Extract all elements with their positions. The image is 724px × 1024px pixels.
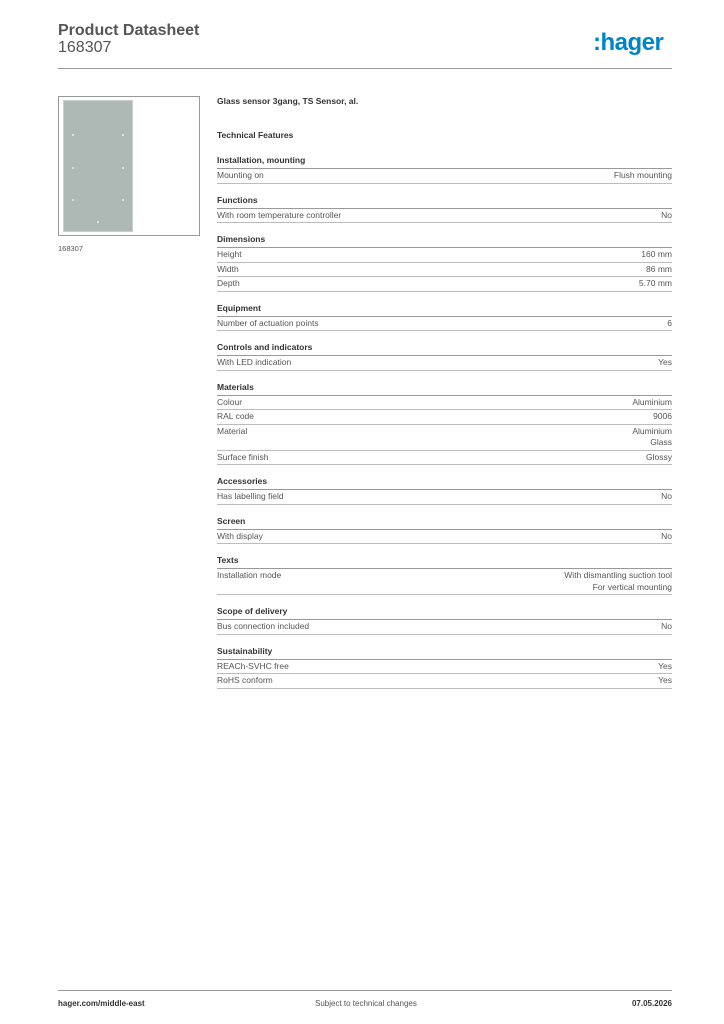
feature-value — [646, 452, 672, 464]
section-heading: Screen — [217, 516, 672, 530]
section-heading: Installation, mounting — [217, 155, 672, 169]
glass-sensor-image — [63, 100, 133, 232]
image-caption: 168307 — [58, 244, 84, 253]
section-heading: Controls and indicators — [217, 342, 672, 356]
feature-value — [658, 675, 672, 687]
feature-row — [217, 396, 672, 411]
feature-value — [564, 570, 672, 593]
feature-value-line: Flush mounting — [613, 170, 672, 180]
svg-text::hager: :hager — [593, 29, 664, 56]
section-heading: Scope of delivery — [217, 606, 672, 620]
feature-row — [217, 263, 672, 278]
feature-label: With LED indication — [217, 357, 292, 367]
feature-label: Height — [217, 249, 242, 259]
product-title: Glass sensor 3gang, TS Sensor, al. — [217, 96, 359, 106]
feature-label: Has labelling field — [217, 491, 284, 501]
feature-label: Depth — [217, 278, 240, 288]
feature-row — [217, 530, 672, 545]
feature-value-line: Yes — [658, 357, 672, 367]
feature-section — [217, 155, 672, 184]
feature-row — [217, 356, 672, 371]
feature-value-line: No — [661, 209, 672, 220]
feature-section — [217, 303, 672, 332]
technical-features-heading: Technical Features — [217, 130, 294, 140]
feature-value-line: Glass — [650, 437, 672, 447]
feature-value-line: No — [661, 621, 672, 631]
feature-value-line: For vertical mounting — [592, 581, 672, 592]
feature-section — [217, 195, 672, 224]
feature-value-line: 160 mm — [641, 249, 672, 259]
feature-section — [217, 555, 672, 595]
feature-value — [639, 278, 672, 290]
feature-sections — [217, 155, 672, 689]
header-divider — [58, 68, 672, 69]
feature-value — [653, 411, 672, 423]
feature-row — [217, 169, 672, 184]
feature-row — [217, 277, 672, 292]
feature-label: RAL code — [217, 411, 255, 421]
feature-value-line: Yes — [658, 675, 672, 685]
feature-value — [641, 249, 672, 261]
feature-section — [217, 234, 672, 292]
feature-value — [632, 426, 672, 449]
footer-notice: Subject to technical changes — [315, 999, 417, 1008]
feature-value — [658, 661, 672, 673]
feature-value — [632, 397, 672, 409]
feature-section — [217, 606, 672, 635]
feature-row — [217, 620, 672, 635]
feature-value-line: Yes — [658, 660, 672, 671]
feature-value-line: 9006 — [653, 411, 672, 421]
section-heading: Functions — [217, 195, 672, 209]
feature-row — [217, 451, 672, 466]
footer-divider — [58, 990, 672, 991]
feature-label: Colour — [217, 396, 243, 407]
feature-label: With display — [217, 530, 263, 541]
feature-value — [667, 318, 672, 330]
feature-value-line: Aluminium — [632, 396, 672, 407]
feature-section — [217, 646, 672, 689]
feature-value-line: 86 mm — [646, 263, 672, 274]
feature-value-line: Glossy — [646, 451, 672, 462]
product-code: 168307 — [58, 39, 112, 56]
datasheet-content — [217, 96, 672, 689]
feature-row — [217, 410, 672, 425]
feature-label: REACh-SVHC free — [217, 660, 289, 671]
feature-row — [217, 209, 672, 224]
feature-row — [217, 248, 672, 263]
feature-label: Installation mode — [217, 570, 282, 580]
feature-section — [217, 516, 672, 545]
feature-value-line: 6 — [667, 317, 672, 328]
feature-value — [661, 491, 672, 503]
feature-section — [217, 382, 672, 466]
feature-label: Width — [217, 263, 239, 274]
feature-row — [217, 425, 672, 451]
feature-value-line: Aluminium — [632, 425, 672, 436]
feature-row — [217, 660, 672, 675]
feature-label: Number of actuation points — [217, 317, 319, 328]
section-heading: Equipment — [217, 303, 672, 317]
footer-date: 07.05.2026 — [631, 999, 672, 1008]
feature-row — [217, 490, 672, 505]
feature-value-line: With dismantling suction tool — [564, 570, 672, 580]
feature-value — [614, 170, 672, 182]
feature-label: Surface finish — [217, 451, 269, 462]
feature-section — [217, 342, 672, 371]
feature-label: RoHS conform — [217, 675, 273, 685]
footer-website: hager.com/middle-east — [58, 999, 145, 1008]
product-image — [58, 96, 200, 236]
section-heading: Texts — [217, 555, 672, 569]
feature-label: Mounting on — [217, 170, 264, 180]
feature-value — [661, 621, 672, 633]
section-heading: Accessories — [217, 476, 672, 490]
feature-value — [646, 264, 672, 276]
feature-value — [661, 210, 672, 222]
feature-value-line: No — [661, 530, 672, 541]
page-title: Product Datasheet — [58, 22, 200, 39]
feature-value — [661, 531, 672, 543]
feature-value — [658, 357, 672, 369]
section-heading: Dimensions — [217, 234, 672, 248]
feature-value-line: 5.70 mm — [638, 278, 672, 288]
feature-label: With room temperature controller — [217, 209, 342, 220]
feature-label: Bus connection included — [217, 621, 310, 631]
feature-section — [217, 476, 672, 505]
feature-row — [217, 569, 672, 595]
feature-row — [217, 674, 672, 689]
feature-label: Material — [217, 425, 248, 436]
section-heading: Materials — [217, 382, 672, 396]
section-heading: Sustainability — [217, 646, 672, 660]
feature-row — [217, 317, 672, 332]
feature-value-line: No — [661, 491, 672, 501]
hager-logo — [593, 28, 673, 56]
